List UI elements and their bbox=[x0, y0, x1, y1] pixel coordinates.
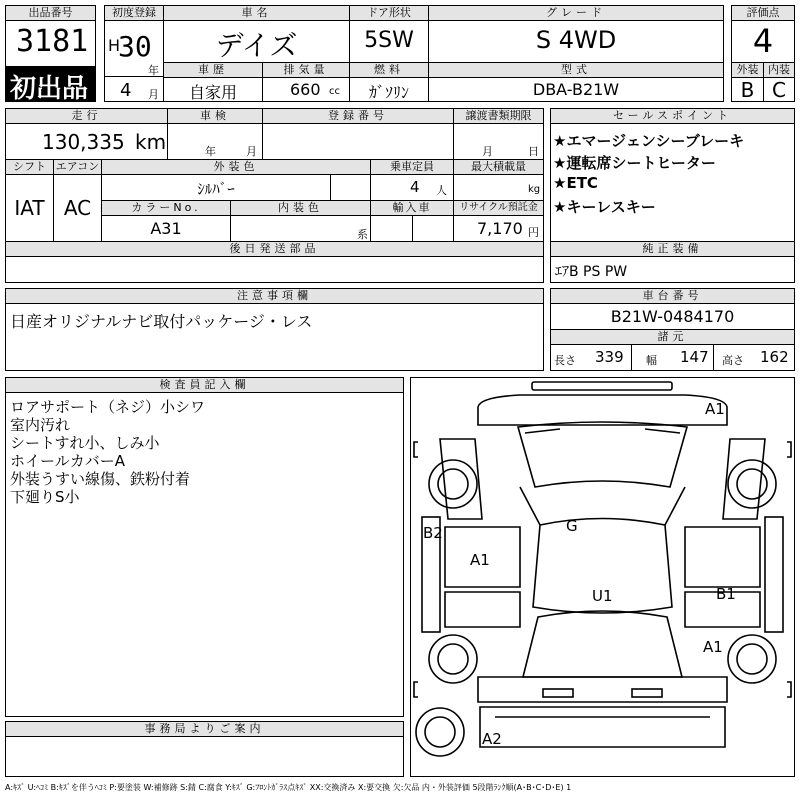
dim-divider-2 bbox=[713, 344, 714, 371]
inspection-year-unit: 年 bbox=[205, 145, 216, 158]
month-unit: 月 bbox=[148, 88, 159, 101]
dim-divider-1 bbox=[631, 344, 632, 371]
displacement-label: 排気量 bbox=[262, 62, 350, 78]
int-color-label: 内装色 bbox=[230, 200, 371, 216]
first-reg-month: 4 bbox=[120, 80, 132, 101]
lot-no-label: 出品番号 bbox=[5, 5, 96, 21]
inspection-month-unit: 月 bbox=[246, 145, 257, 158]
car-name: デイズ bbox=[215, 29, 298, 62]
sales-point-item: ★運転席シートヒーター bbox=[553, 154, 716, 172]
later-parts-box bbox=[5, 256, 544, 283]
transfer-label: 譲渡書類期限 bbox=[453, 108, 544, 124]
score-label: 評価点 bbox=[731, 5, 795, 21]
legend: A:ｷｽﾞ U:ﾍｺﾐ B:ｷｽﾞを伴うﾍｺﾐ P:要塗装 W:補修跡 S:錆 C:腐食 Y:ｷｽﾞ G:ﾌﾛﾝﾄｶﾞﾗｽ点ｷｽﾞ XX:交換済み X:要交換 欠:欠品 内・外装評価 5段階ﾗﾝｸ順(A･B･C･D･E) 1 bbox=[5, 783, 572, 792]
mileage-label: 走行 bbox=[5, 108, 168, 124]
width-label: 幅 bbox=[646, 354, 657, 367]
inspector-line: 室内汚れ bbox=[10, 416, 71, 434]
lot-no: 3181 bbox=[16, 24, 89, 59]
damage-mark: G bbox=[566, 517, 578, 535]
history-label: 車歴 bbox=[163, 62, 263, 78]
aircon-label: エアコン bbox=[53, 159, 102, 175]
ext-color-label: 外装色 bbox=[101, 159, 371, 175]
mileage-unit: km bbox=[135, 130, 167, 154]
first-reg-year: 30 bbox=[118, 30, 152, 63]
damage-mark: A1 bbox=[470, 551, 490, 569]
import-box-1 bbox=[370, 215, 413, 242]
door-label: ドア形状 bbox=[349, 5, 429, 21]
chassis-label: 車台番号 bbox=[550, 288, 795, 304]
exterior-grade: B bbox=[740, 78, 755, 102]
sales-point-item: ★エマージェンシーブレーキ bbox=[553, 132, 745, 150]
inspector-line: シートすれ小、しみ小 bbox=[10, 434, 160, 452]
inspector-label: 検査員記入欄 bbox=[5, 377, 404, 393]
damage-mark: B2 bbox=[423, 524, 443, 542]
notes-label: 注意事項欄 bbox=[5, 288, 544, 304]
inspection-label: 車検 bbox=[167, 108, 263, 124]
damage-mark: A2 bbox=[482, 730, 502, 748]
mileage: 130,335 bbox=[42, 130, 125, 154]
era: H bbox=[108, 36, 121, 55]
int-color-box bbox=[230, 215, 371, 242]
reg-no-box bbox=[262, 123, 454, 160]
aircon: AC bbox=[63, 196, 92, 220]
damage-mark: B1 bbox=[716, 585, 736, 603]
score: 4 bbox=[752, 22, 774, 60]
later-parts-label: 後日発送部品 bbox=[5, 241, 544, 257]
recycle-label: リサイクル預託金 bbox=[453, 200, 544, 216]
dimensions-box bbox=[550, 344, 795, 371]
interior-grade: C bbox=[772, 78, 786, 102]
fuel-label: 燃料 bbox=[349, 62, 429, 78]
inspector-line: 外装うすい線傷、鉄粉付着 bbox=[10, 470, 191, 488]
height: 162 bbox=[760, 348, 789, 366]
length-label: 長さ bbox=[554, 354, 576, 367]
grade: S 4WD bbox=[535, 26, 617, 54]
load-unit: kg bbox=[528, 184, 541, 195]
transfer-day-unit: 日 bbox=[528, 145, 539, 158]
ext-color-extra-box bbox=[330, 174, 371, 201]
sales-point-item: ★キーレスキー bbox=[553, 198, 656, 216]
car-name-label: 車名 bbox=[163, 5, 350, 21]
interior-label: 内装 bbox=[763, 62, 795, 78]
equipment: ｴｱB PS PW bbox=[555, 264, 628, 280]
damage-mark: A1 bbox=[703, 638, 723, 656]
notes-text: 日産オリジナルナビ取付パッケージ・レス bbox=[10, 312, 313, 331]
equipment-label: 純正装備 bbox=[550, 241, 795, 257]
shift: IAT bbox=[14, 196, 45, 220]
capacity-unit: 人 bbox=[436, 184, 447, 197]
first-reg-divider bbox=[104, 76, 164, 77]
reg-no-label: 登録番号 bbox=[262, 108, 454, 124]
door-type: 5SW bbox=[364, 28, 414, 53]
damage-mark: U1 bbox=[592, 587, 613, 605]
fuel: ｶﾞｿﾘﾝ bbox=[368, 83, 409, 102]
color-no: A31 bbox=[150, 219, 182, 238]
inspector-line: ロアサポート（ネジ）小シワ bbox=[10, 398, 206, 416]
car-diagram bbox=[410, 377, 795, 777]
recycle-unit: 円 bbox=[528, 226, 539, 239]
model-label: 型式 bbox=[428, 62, 724, 78]
load-label: 最大積載量 bbox=[453, 159, 544, 175]
exterior-label: 外装 bbox=[731, 62, 764, 78]
model: DBA-B21W bbox=[532, 80, 620, 99]
office-label: 事務局よりご案内 bbox=[5, 721, 404, 737]
displacement: 660 bbox=[290, 80, 321, 99]
displacement-unit: cc bbox=[329, 86, 340, 97]
inspector-line: ホイールカバーA bbox=[10, 452, 125, 470]
recycle: 7,170 bbox=[477, 219, 523, 238]
color-no-label: カラーNo. bbox=[101, 200, 231, 216]
height-label: 高さ bbox=[722, 354, 744, 367]
office-box bbox=[5, 736, 404, 777]
import-label: 輸入車 bbox=[370, 200, 454, 216]
sales-point-item: ★ETC bbox=[553, 174, 598, 192]
sales-points-label: セールスポイント bbox=[550, 108, 795, 124]
dimensions-label: 諸元 bbox=[550, 329, 795, 345]
inspector-line: 下廻りS小 bbox=[10, 488, 80, 506]
year-unit: 年 bbox=[148, 64, 159, 77]
int-color-unit: 系 bbox=[357, 228, 368, 241]
damage-mark: A1 bbox=[705, 400, 725, 418]
ext-color: ｼﾙﾊﾞｰ bbox=[197, 180, 235, 198]
first-reg-label: 初度登録 bbox=[104, 5, 164, 21]
first-listing-badge: 初出品 bbox=[10, 74, 89, 104]
capacity-label: 乗車定員 bbox=[370, 159, 454, 175]
transfer-month-unit: 月 bbox=[482, 145, 493, 158]
history: 自家用 bbox=[188, 83, 237, 102]
shift-label: シフト bbox=[5, 159, 54, 175]
length: 339 bbox=[595, 348, 624, 366]
chassis-number: B21W-0484170 bbox=[610, 307, 735, 326]
capacity: 4 bbox=[410, 178, 420, 196]
width: 147 bbox=[680, 348, 709, 366]
grade-label: グレード bbox=[428, 5, 724, 21]
import-box-2 bbox=[412, 215, 454, 242]
